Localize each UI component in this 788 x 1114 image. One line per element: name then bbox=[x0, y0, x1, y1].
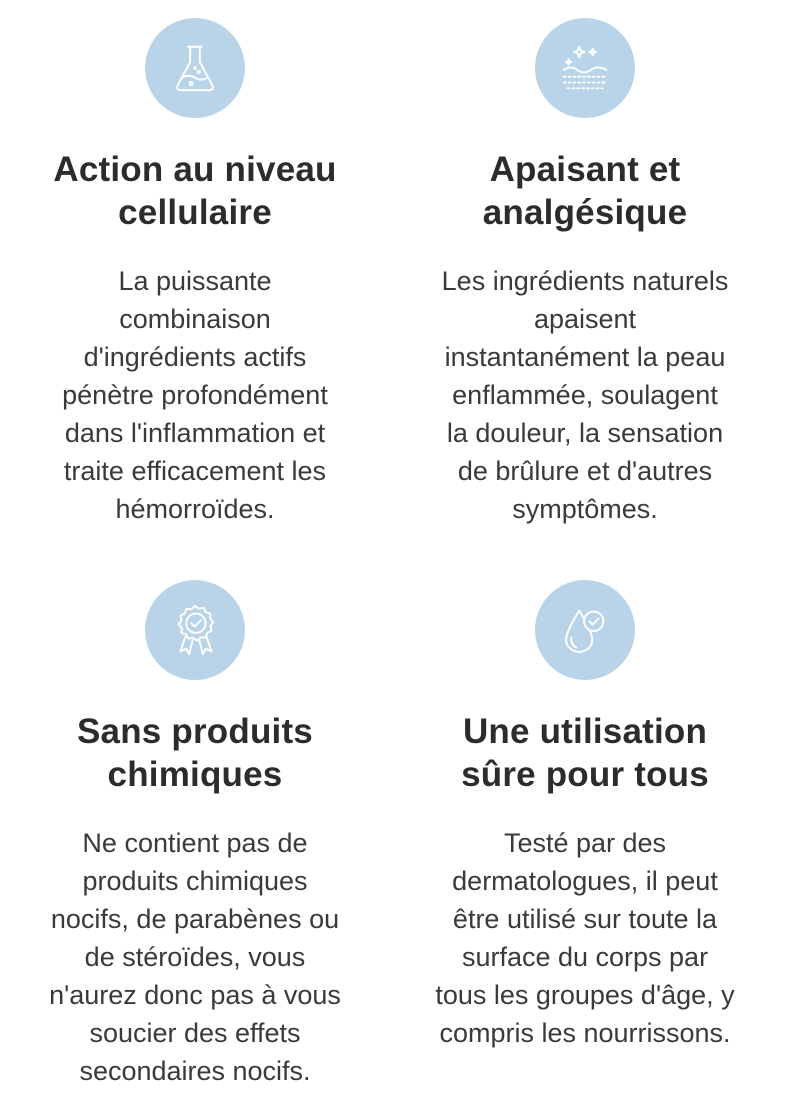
feature-description-line: être utilisé sur toute la bbox=[452, 904, 718, 934]
feature-chemical-free bbox=[10, 580, 380, 1090]
feature-description-line: d'ingrédients actifs bbox=[83, 342, 307, 372]
feature-title-line: chimiques bbox=[107, 755, 283, 794]
feature-title bbox=[410, 148, 760, 234]
feature-description-line: traite efficacement les bbox=[63, 456, 327, 486]
drop-check-icon bbox=[535, 580, 635, 680]
feature-title bbox=[20, 148, 370, 234]
feature-description-line: pénètre profondément bbox=[62, 380, 328, 410]
feature-description-line: Les ingrédients naturels bbox=[441, 266, 729, 296]
feature-description bbox=[15, 262, 375, 528]
feature-description-line: compris les nourrissons. bbox=[439, 1018, 731, 1048]
feature-title-line: Apaisant et bbox=[489, 150, 681, 189]
feature-description-line: hémorroïdes. bbox=[115, 494, 275, 524]
feature-description bbox=[405, 262, 765, 528]
feature-description bbox=[15, 824, 375, 1090]
feature-title-line: sûre pour tous bbox=[461, 755, 709, 794]
feature-description-line: de brûlure et d'autres bbox=[457, 456, 713, 486]
feature-description-line: Testé par des bbox=[503, 828, 667, 858]
flask-icon bbox=[145, 18, 245, 118]
feature-description-line: combinaison bbox=[119, 304, 271, 334]
feature-description-line: symptômes. bbox=[512, 494, 658, 524]
feature-description-line: enflammée, soulagent bbox=[452, 380, 718, 410]
feature-description bbox=[405, 824, 765, 1052]
feature-title bbox=[20, 710, 370, 796]
skin-sparkle-icon bbox=[535, 18, 635, 118]
feature-description-line: n'aurez donc pas à vous bbox=[49, 980, 341, 1010]
feature-safe-for-all bbox=[400, 580, 770, 1052]
feature-description-line: Ne contient pas de bbox=[82, 828, 308, 858]
feature-description-line: secondaires nocifs. bbox=[79, 1056, 311, 1086]
feature-title-line: analgésique bbox=[482, 193, 688, 232]
certified-badge-icon bbox=[145, 580, 245, 680]
feature-title-line: Une utilisation bbox=[462, 712, 708, 751]
feature-description-line: instantanément la peau bbox=[444, 342, 726, 372]
feature-title bbox=[410, 710, 760, 796]
feature-description-line: surface du corps par bbox=[461, 942, 709, 972]
feature-description-line: tous les groupes d'âge, y bbox=[435, 980, 735, 1010]
feature-title-line: Sans produits bbox=[77, 712, 313, 751]
feature-soothing bbox=[400, 18, 770, 528]
feature-description-line: dans l'inflammation et bbox=[64, 418, 326, 448]
feature-description-line: soucier des effets bbox=[89, 1018, 301, 1048]
feature-cellular-action bbox=[10, 18, 380, 528]
feature-description-line: de stéroïdes, vous bbox=[84, 942, 306, 972]
feature-title-line: cellulaire bbox=[118, 193, 272, 232]
feature-description-line: La puissante bbox=[118, 266, 272, 296]
feature-description-line: dermatologues, il peut bbox=[452, 866, 718, 896]
feature-description-line: apaisent bbox=[533, 304, 637, 334]
feature-description-line: produits chimiques bbox=[82, 866, 308, 896]
feature-description-line: la douleur, la sensation bbox=[446, 418, 724, 448]
feature-title-line: Action au niveau bbox=[53, 150, 337, 189]
feature-description-line: nocifs, de parabènes ou bbox=[50, 904, 340, 934]
